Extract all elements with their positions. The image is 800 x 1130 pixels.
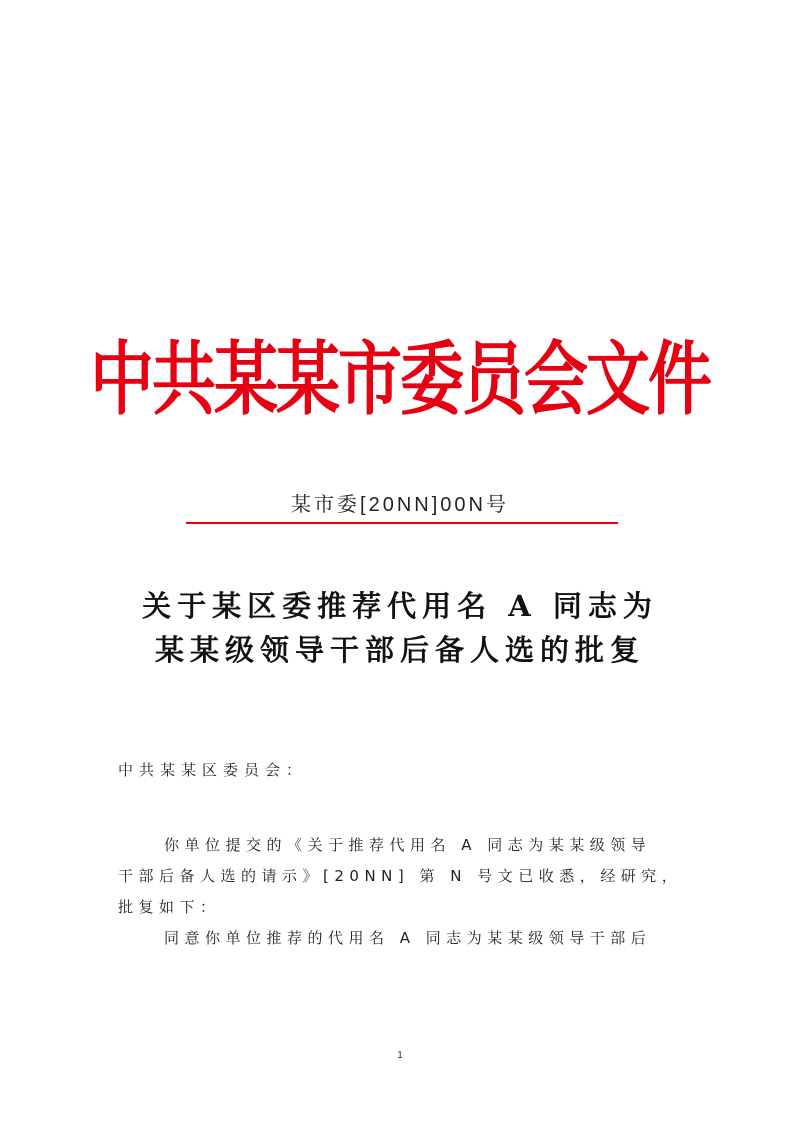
document-masthead: 中共某某市委员会文件 (90, 333, 710, 427)
paragraph-1-line-1: 你单位提交的《关于推荐代用名 A 同志为某某级领导 (164, 836, 652, 854)
body-paragraphs (118, 830, 702, 954)
paragraph-2-line-1: 同意你单位推荐的代用名 A 同志为某某级领导干部后 (164, 929, 652, 947)
title-line-1: 关于某区委推荐代用名 A 同志为 (142, 589, 658, 623)
paragraph-1-line-2: 干部后备人选的请示》[20NN] 第 N 号文已收悉，经研究， (118, 867, 683, 885)
title-line-2: 某某级领导干部后备人选的批复 (154, 633, 645, 667)
paragraph-1-line-3: 批复如下： (118, 898, 221, 916)
addressee: 中共某某区委员会： (118, 761, 308, 779)
document-title (0, 584, 800, 672)
document-number: 某市委[20NN]00N号 (291, 494, 509, 516)
page-number: 1 (397, 1050, 403, 1061)
red-separator-line (186, 522, 618, 524)
